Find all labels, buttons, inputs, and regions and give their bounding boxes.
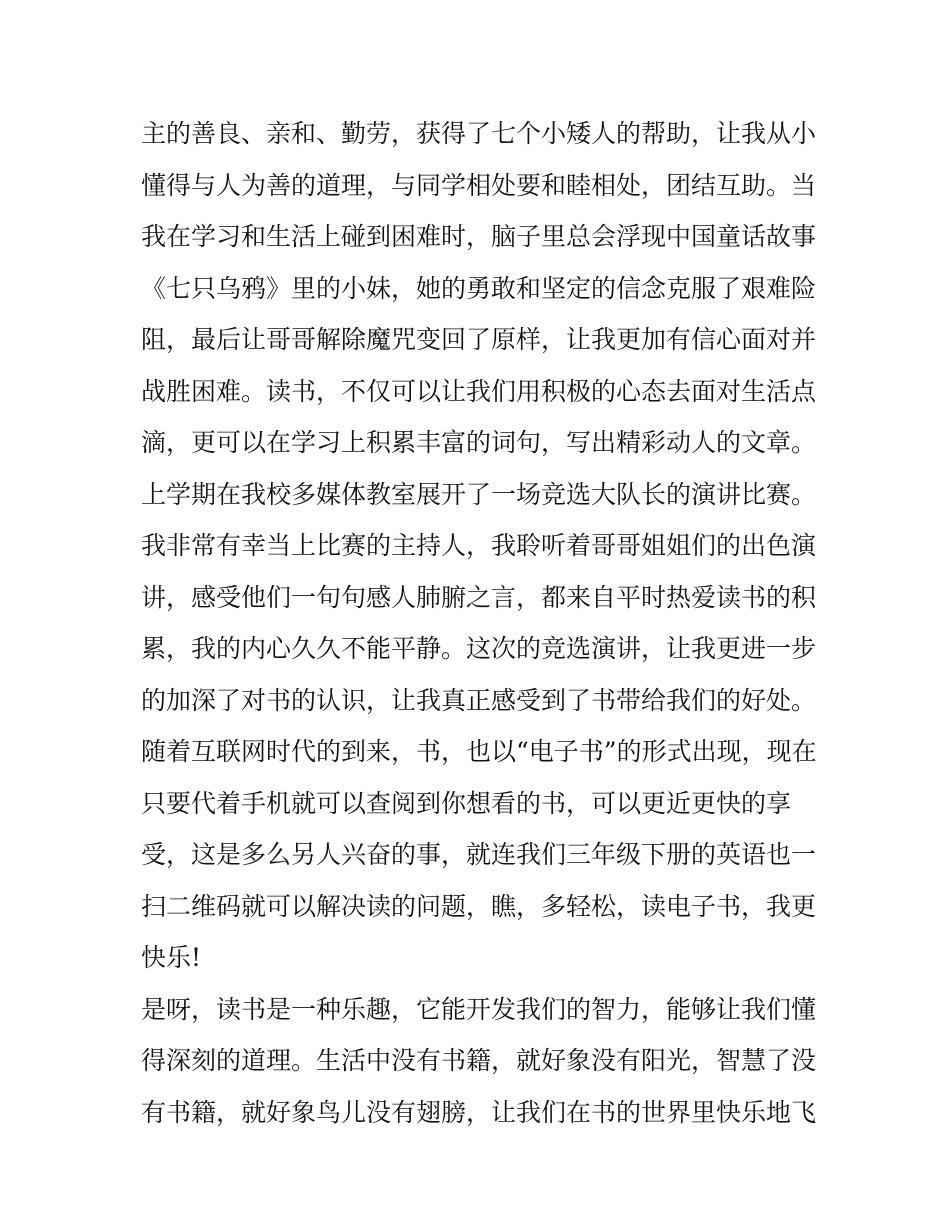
text-line: 懂得与人为善的道理，与同学相处要和睦相处，团结互助。当 xyxy=(141,170,817,200)
text-line: 快乐! xyxy=(141,943,202,972)
text-line: 随着互联网时代的到来，书，也以“电子书”的形式出现，现在 xyxy=(141,737,817,766)
text-line: 我非常有幸当上比赛的主持人，我聆听着哥哥姐姐们的出色演 xyxy=(141,531,817,560)
text-line: 我在学习和生活上碰到困难时，脑子里总会浮现中国童话故事 xyxy=(141,222,817,251)
text-line: 累，我的内心久久不能平静。这次的竞选演讲，让我更进一步 xyxy=(141,634,817,663)
text-line: 主的善良、亲和、勤劳，获得了七个小矮人的帮助，让我从小 xyxy=(141,119,817,148)
text-line: 讲，感受他们一句句感人肺腑之言，都来自平时热爱读书的积 xyxy=(141,582,817,612)
text-line: 扫二维码就可以解决读的问题，瞧，多轻松，读电子书，我更 xyxy=(141,891,817,921)
text-line: 的加深了对书的认识，让我真正感受到了书带给我们的好处。 xyxy=(141,685,817,715)
text-line: 有书籍，就好象鸟儿没有翅膀，让我们在书的世界里快乐地飞 xyxy=(141,1097,817,1127)
text-line: 得深刻的道理。生活中没有书籍，就好象没有阳光，智慧了没 xyxy=(141,1046,817,1075)
text-line: 是呀，读书是一种乐趣，它能开发我们的智力，能够让我们懂 xyxy=(141,994,817,1024)
text-line: 只要代着手机就可以查阅到你想看的书，可以更近更快的享 xyxy=(141,788,792,818)
text-line: 受，这是多么另人兴奋的事，就连我们三年级下册的英语也一 xyxy=(141,840,817,869)
text-line: 《七只乌鸦》里的小妹，她的勇敢和坚定的信念克服了艰难险 xyxy=(141,273,817,303)
text-line: 战胜困难。读书，不仅可以让我们用积极的心态去面对生活点 xyxy=(141,376,817,406)
text-line: 滴，更可以在学习上积累丰富的词句，写出精彩动人的文章。 xyxy=(141,428,817,457)
text-line: 阻，最后让哥哥解除魔咒变回了原样，让我更加有信心面对并 xyxy=(141,325,817,354)
text-line: 上学期在我校多媒体教室展开了一场竞选大队长的演讲比赛。 xyxy=(141,479,817,509)
body-text xyxy=(141,108,821,1138)
